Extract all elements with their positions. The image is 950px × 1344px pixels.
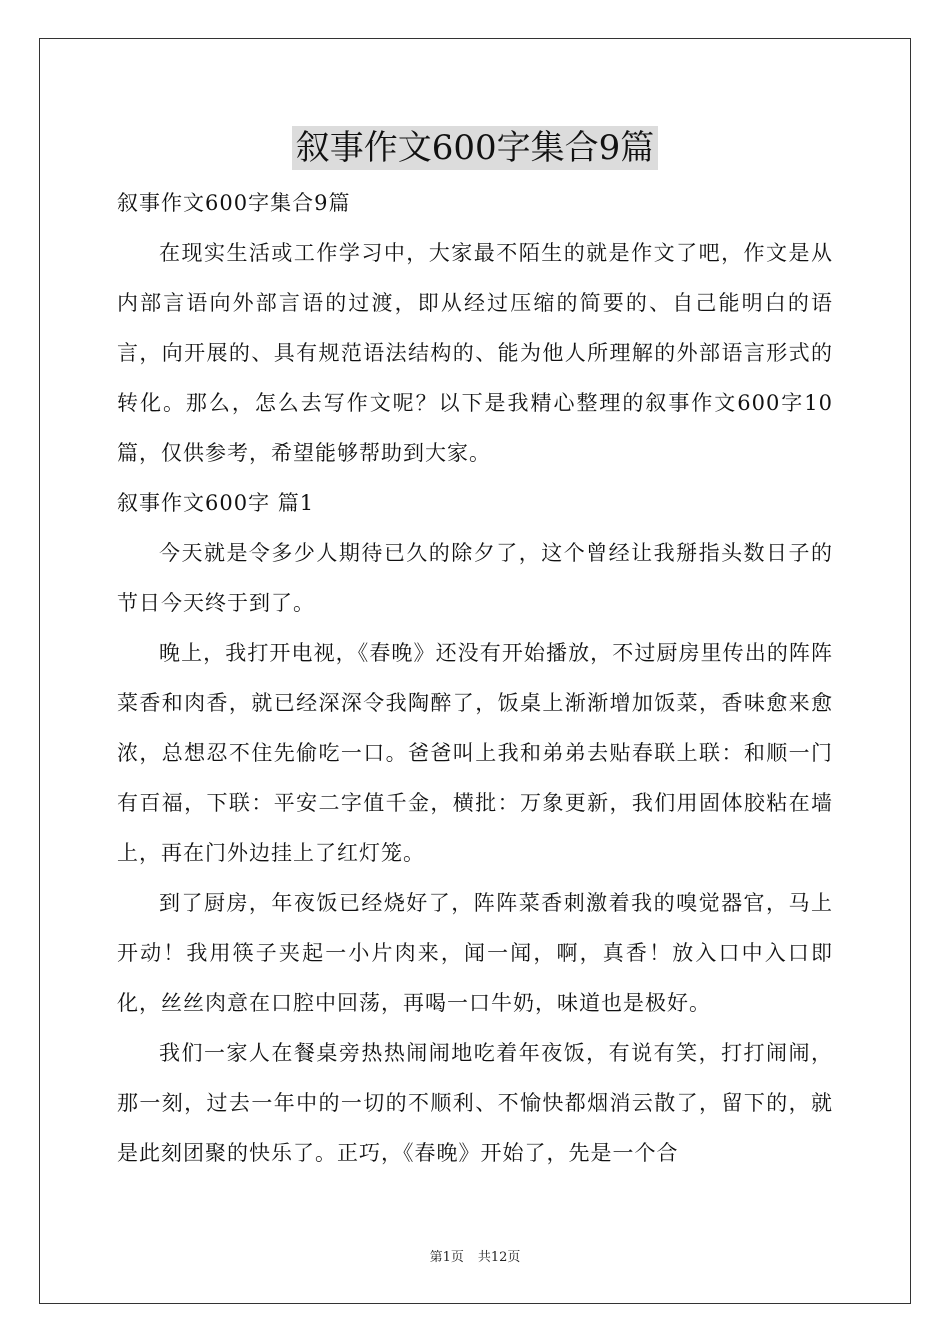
paragraph: 到了厨房，年夜饭已经烧好了，阵阵菜香刺激着我的嗅觉器官，马上开动！我用筷子夹起一小片肉来，闻一闻，啊，真香！放入口中入口即化，丝丝肉意在口腔中回荡，再喝一口牛奶，味道也是极好。 bbox=[117, 891, 833, 1015]
page-footer bbox=[0, 1246, 950, 1265]
document-title: 叙事作文600字集合9篇 bbox=[292, 126, 659, 170]
page-total: 共12页 bbox=[477, 1250, 521, 1265]
paragraph: 叙事作文600字集合9篇 bbox=[117, 191, 351, 215]
title-wrap bbox=[0, 126, 950, 170]
paragraph: 在现实生活或工作学习中，大家最不陌生的就是作文了吧，作文是从内部言语向外部言语的过渡，即从经过压缩的简要的、自己能明白的语言，向开展的、具有规范语法结构的、能为他人所理解的外部语言形式的转化。那么，怎么去写作文呢？以下是我精心整理的叙事作文600字10篇，仅供参考，希望能够帮助到大家。 bbox=[117, 241, 833, 465]
section-heading: 叙事作文600字 篇1 bbox=[117, 491, 315, 515]
page-number: 第1页 bbox=[429, 1250, 464, 1265]
paragraph: 晚上，我打开电视，《春晚》还没有开始播放，不过厨房里传出的阵阵菜香和肉香，就已经深深令我陶醉了，饭桌上渐渐增加饭菜，香味愈来愈浓，总想忍不住先偷吃一口。爸爸叫上我和弟弟去贴春联上联：和顺一门有百福，下联：平安二字值千金，横批：万象更新，我们用固体胶粘在墙上，再在门外边挂上了红灯笼。 bbox=[117, 641, 833, 865]
paragraph: 我们一家人在餐桌旁热热闹闹地吃着年夜饭，有说有笑，打打闹闹，那一刻，过去一年中的一切的不顺利、不愉快都烟消云散了，留下的，就是此刻团聚的快乐了。正巧，《春晚》开始了，先是一个合 bbox=[117, 1041, 833, 1165]
paragraph: 今天就是令多少人期待已久的除夕了，这个曾经让我掰指头数日子的节日今天终于到了。 bbox=[117, 541, 833, 615]
document-body bbox=[117, 178, 833, 1178]
